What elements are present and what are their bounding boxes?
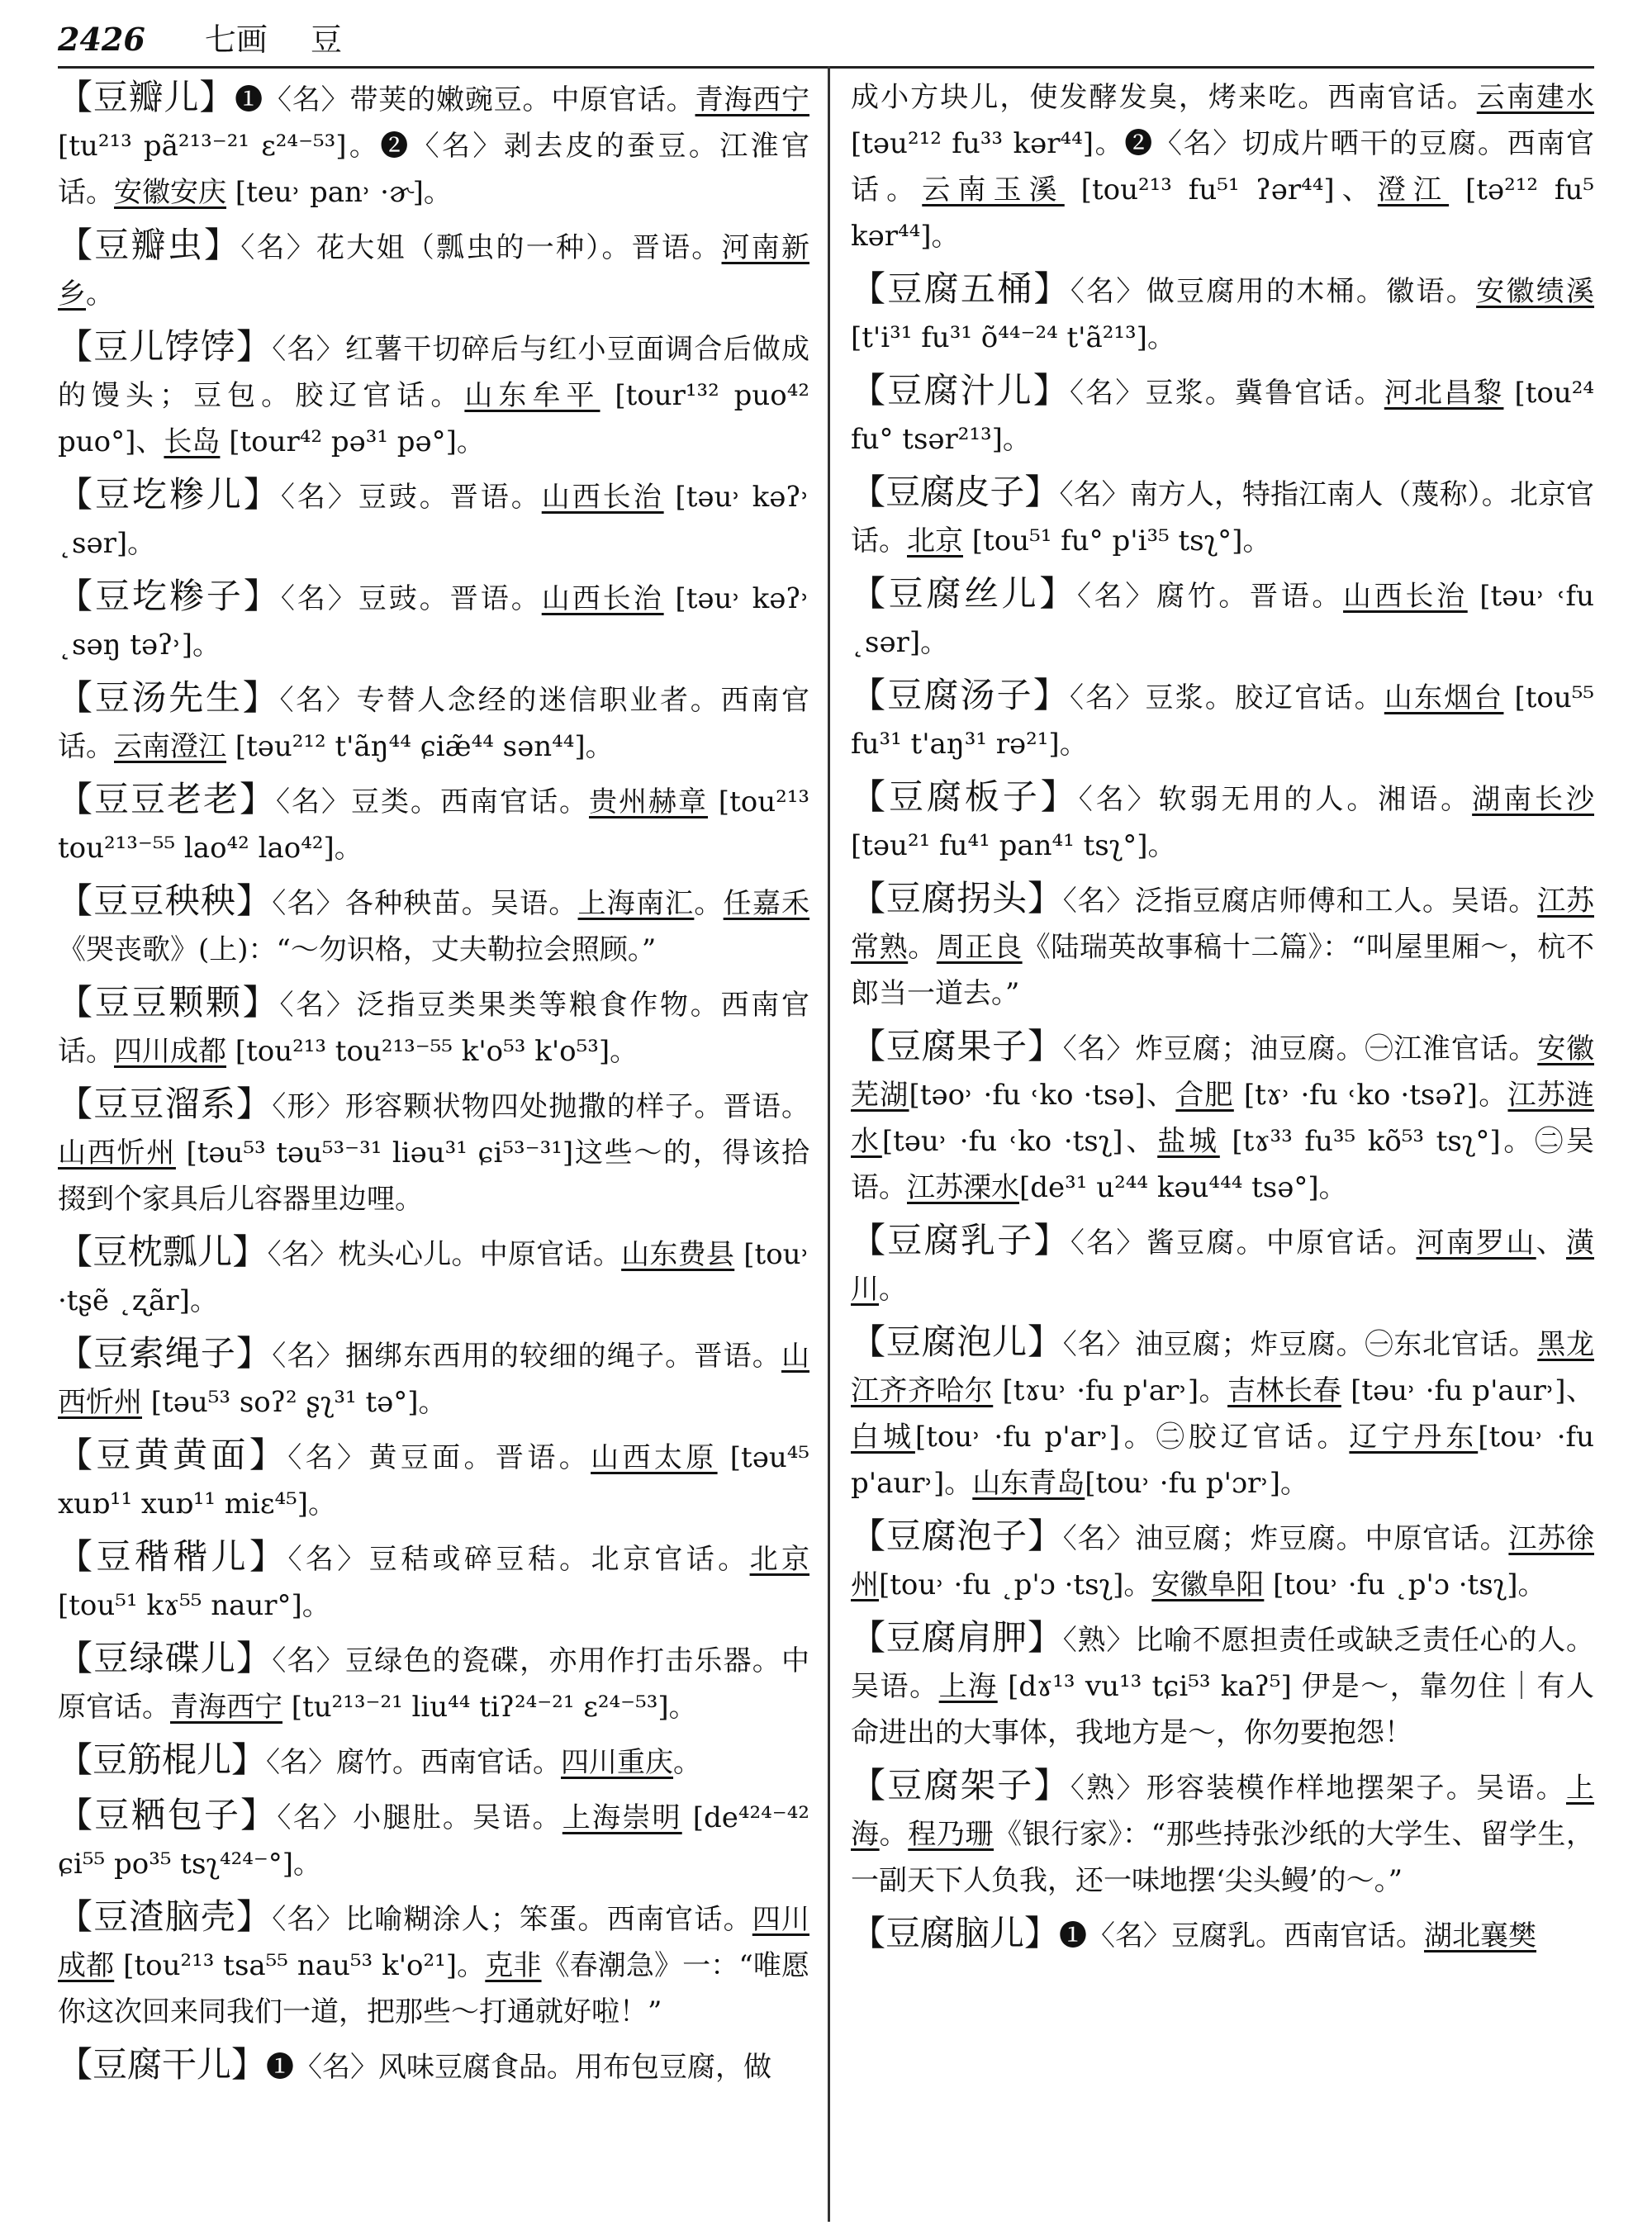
place-name: 山东青岛: [972, 1467, 1085, 1500]
place-name: 河北昌黎: [1384, 377, 1504, 410]
place-name: 潢川: [851, 1226, 1595, 1306]
dictionary-entry: [851, 368, 1594, 463]
place-name: 吉林长春: [1227, 1374, 1341, 1407]
entry-text: [təu²¹² fu³³ kər⁴⁴]。❷〈名〉切成片晒干的豆腐。西南官话。: [851, 127, 1594, 206]
dictionary-entry: [58, 878, 809, 973]
entry-text: 《春潮急》一：“唯愿你这次回来同我们一道，把那些～打通就好啦！”: [58, 1949, 810, 2028]
entry-headword: 【豆腐泡儿】: [851, 1321, 1063, 1362]
entry-text: 〈形〉形容颗状物四处抛撒的样子。晋语。: [272, 1090, 809, 1123]
entry-text: [tou²¹³ fu⁵¹ ʔər⁴⁴]、: [1064, 173, 1378, 206]
entry-text: 〈名〉专替人念经的迷信职业者。西南官话。: [58, 684, 809, 763]
entry-text: 〈名〉油豆腐；炸豆腐。㊀东北官话。: [1062, 1328, 1538, 1361]
place-name: 江苏溧水: [907, 1171, 1019, 1204]
entry-headword: 【豆腐乳子】: [851, 1220, 1070, 1260]
dictionary-entry: [58, 74, 809, 216]
entry-text: 〈名〉泛指豆类果类等粮食作物。西南官话。: [58, 989, 809, 1068]
entry-text: [tou˒ ·fu p'ɔr˒]。: [1085, 1467, 1309, 1500]
entry-text: [tɤ³³ fu³⁵ kõ⁵³ tsʅ°]。㊁吴语。: [851, 1125, 1595, 1204]
entry-headword: 【豆汤先生】: [58, 677, 280, 718]
dictionary-entry: [851, 266, 1594, 361]
place-name: 安徽阜阳: [1151, 1568, 1265, 1601]
entry-headword: 【豆腐皮子】: [851, 472, 1060, 512]
dictionary-entry: [58, 1081, 809, 1222]
dictionary-entry: [58, 1894, 809, 2035]
entry-text: 〈名〉豆豉。晋语。: [280, 481, 542, 514]
dictionary-entry: [851, 1513, 1594, 1608]
entry-headword: 【豆豆颗颗】: [58, 982, 280, 1022]
place-name: 长岛: [164, 425, 221, 458]
entry-text: [t'i³¹ fu³¹ õ⁴⁴⁻²⁴ t'ã²¹³]。: [851, 321, 1175, 354]
entry-text: [tou˒ ·fu p'aur˒]。: [851, 1421, 1595, 1500]
place-name: 盐城: [1157, 1125, 1220, 1158]
entry-text: 〈名〉豆绿色的瓷碟，亦用作打击乐器。中原官话。: [58, 1644, 809, 1724]
entry-headword: 【豆渣脑壳】: [58, 1896, 273, 1937]
entry-headword: 【豆腐果子】: [851, 1026, 1063, 1066]
entry-text: 成小方块儿，使发酵发臭，烤来吃。西南官话。: [851, 81, 1477, 114]
radical-label: 豆: [310, 21, 342, 58]
place-name: 湖南长沙: [1472, 783, 1595, 816]
entry-headword: 【豆腐架子】: [851, 1765, 1070, 1805]
entry-headword: 【豆圪糁儿】: [58, 474, 281, 515]
dictionary-entry: [851, 1319, 1594, 1506]
entry-headword: 【豆腐五桶】: [851, 268, 1070, 309]
place-name: 克非: [485, 1949, 542, 1982]
place-name: 贵州赫章: [589, 785, 708, 818]
entry-text: 。: [879, 1273, 907, 1306]
entry-text: [təo˒ ·fu ˓ko ·tsə]、: [909, 1079, 1176, 1112]
place-name: 四川成都: [58, 1903, 809, 1982]
entry-text: [tour⁴² pə³¹ pə°]。: [220, 425, 485, 458]
place-name: 上海: [938, 1670, 998, 1703]
entry-text: [tou⁵⁵ fu³¹ t'aŋ³¹ rə²¹]。: [851, 681, 1594, 761]
entry-text: [tou˒ ·fu ˛p'ɔ ·tsʅ]。: [879, 1568, 1152, 1601]
place-name: 上海: [851, 1772, 1594, 1851]
dictionary-entry: [851, 469, 1594, 564]
place-name: 江苏涟水: [851, 1079, 1594, 1158]
dictionary-entry: [851, 1910, 1594, 1959]
entry-text: 。: [86, 278, 114, 311]
entry-headword: 【豆儿饽饽】: [58, 326, 273, 367]
dictionary-entry: [58, 222, 809, 317]
place-name: 北京: [907, 524, 963, 558]
entry-text: [tou²¹³ tsa⁵⁵ nau⁵³ k'o²¹]。: [114, 1949, 486, 1982]
entry-text: [dɤ¹³ vu¹³ tɕi⁵³ kaʔ⁵] 伊是～，靠勿住｜有人命进出的大事体，我地方是～，你勿要抱怨！: [851, 1670, 1595, 1749]
entry-headword: 【豆稭稭儿】: [58, 1536, 288, 1577]
entry-headword: 【豆腐泡子】: [851, 1516, 1063, 1556]
entry-text: [təu⁵³ soʔ² ʂʅ³¹ tə°]。: [142, 1386, 447, 1419]
place-name: 白城: [851, 1421, 915, 1454]
entry-text: [tou⁵¹ kɤ⁵⁵ naur°]。: [58, 1589, 330, 1622]
dictionary-entry: [58, 1229, 809, 1324]
section-label: 七画: [204, 21, 268, 58]
entry-headword: 【豆黄黄面】: [58, 1435, 288, 1475]
entry-text: 〈名〉做豆腐用的木桶。徽语。: [1070, 275, 1477, 308]
entry-text: 〈名〉腐竹。晋语。: [1077, 580, 1344, 613]
place-name: 山西忻州: [58, 1340, 809, 1419]
right-column: [851, 74, 1594, 1966]
place-name: 江苏常熟: [851, 885, 1594, 964]
entry-text: 〈名〉豆浆。冀鲁官话。: [1070, 377, 1384, 410]
place-name: 湖北襄樊: [1424, 1919, 1537, 1952]
header-rule: [58, 66, 1594, 69]
entry-text: [təu²¹² t'ãŋ⁴⁴ ɕiæ̃⁴⁴ sən⁴⁴]。: [226, 730, 614, 763]
entry-headword: 【豆豆溜系】: [58, 1084, 273, 1124]
entry-text: 〈名〉软弱无用的人。湘语。: [1078, 783, 1473, 816]
dictionary-entry: [58, 1331, 809, 1426]
place-name: 河南新乡: [58, 231, 809, 311]
entry-text: 《银行家》：“那些持张沙纸的大学生、留学生，一副天下人负我，还一味地摆‘尖头鳗’的～。”: [851, 1818, 1595, 1897]
dictionary-entry: [851, 1763, 1594, 1904]
entry-headword: 【豆腐脑儿】: [851, 1913, 1060, 1953]
dictionary-entry: [58, 1792, 809, 1887]
entry-text: [təu⁵³ təu⁵³⁻³¹ liəu³¹ ɕi⁵³⁻³¹]这些～的，得该拾掇到个家具后儿容器里边哩。: [58, 1136, 809, 1216]
dictionary-entry: [851, 1615, 1594, 1756]
dictionary-entry: [58, 980, 809, 1075]
entry-headword: 【豆圪糁子】: [58, 576, 281, 616]
entry-text: [tɤu˒ ·fu p'ar˒]。: [993, 1374, 1228, 1407]
entry-headword: 【豆枕瓢儿】: [58, 1231, 268, 1272]
place-name: 青海西宁: [170, 1691, 282, 1724]
dictionary-entry: [851, 672, 1594, 767]
entry-text: 〈名〉豆类。西南官话。: [276, 785, 589, 818]
entry-headword: 【豆豆秧秧】: [58, 880, 273, 921]
entry-text: 〈名〉炸豆腐；油豆腐。㊀江淮官话。: [1062, 1032, 1538, 1065]
place-name: 四川成都: [114, 1035, 226, 1068]
entry-text: [təu⁴⁵ xuɒ¹¹ xuɒ¹¹ miɛ⁴⁵]。: [58, 1441, 810, 1521]
place-name: 云南建水: [1476, 81, 1594, 114]
entry-text: 〈名〉各种秧苗。吴语。: [272, 887, 578, 920]
entry-text: 。: [908, 931, 937, 964]
place-name: 山西忻州: [58, 1136, 176, 1170]
entry-text: [təu˒ ·fu p'aur˒]、: [1341, 1374, 1594, 1407]
place-name: 河南罗山: [1416, 1226, 1536, 1260]
entry-headword: 【豆索绳子】: [58, 1333, 273, 1374]
entry-text: [de⁴²⁴⁻⁴² ɕi⁵⁵ po³⁵ tsʅ⁴²⁴⁻°]。: [58, 1801, 809, 1881]
entry-text: [de³¹ u²⁴⁴ kəu⁴⁴⁴ tsə°]。: [1019, 1171, 1347, 1204]
entry-text: 〈名〉腐竹。西南官话。: [266, 1746, 562, 1779]
entry-headword: 【豆瓣儿】: [58, 77, 235, 117]
entry-headword: 【豆腐拐头】: [851, 878, 1063, 918]
entry-headword: 【豆腐板子】: [851, 776, 1079, 817]
place-name: 黑龙江齐齐哈尔: [851, 1328, 1594, 1407]
entry-text: [teu˒ pan˒ ·ɚ]。: [226, 176, 452, 209]
place-name: 四川重庆: [561, 1746, 674, 1779]
entry-text: [təu²¹ fu⁴¹ pan⁴¹ tsʅ°]。: [851, 829, 1176, 862]
entry-text: 〈名〉黄豆面。晋语。: [287, 1441, 591, 1474]
page-number: 2426: [58, 21, 145, 58]
entry-text: 〈名〉豆豉。晋语。: [280, 582, 542, 615]
entry-text: 〈名〉红薯干切碎后与红小豆面调合后做成的馒头；豆包。胶辽官话。: [58, 333, 809, 412]
place-name: 山西长治: [541, 481, 664, 514]
place-name: 山西长治: [1343, 580, 1468, 613]
dictionary-entry: [58, 1737, 809, 1786]
entry-text: 。: [673, 1746, 702, 1779]
dictionary-entry: [58, 2042, 809, 2090]
dictionary-entry: [58, 472, 809, 567]
place-name: 山西长治: [541, 582, 664, 615]
place-name: 山东牟平: [464, 379, 601, 412]
entry-text: [tu²¹³⁻²¹ liu⁴⁴ tiʔ²⁴⁻²¹ ɛ²⁴⁻⁵³]。: [282, 1691, 697, 1724]
entry-headword: 【豆瓣虫】: [58, 225, 241, 265]
entry-text: 〈熟〉比喻不愿担责任或缺乏责任心的人。吴语。: [851, 1624, 1594, 1703]
entry-text: 〈名〉捆绑东西用的较细的绳子。晋语。: [272, 1340, 781, 1373]
entry-headword: 【豆粞包子】: [58, 1795, 278, 1835]
entry-text: [tou˒ ·tʂẽ ˛ʐãr]。: [58, 1238, 810, 1317]
dictionary-entry: [58, 573, 809, 668]
place-name: 北京: [749, 1543, 809, 1576]
entry-text: 〈名〉花大姐（瓢虫的一种）。晋语。: [240, 231, 722, 264]
dictionary-entry: [851, 571, 1594, 666]
dictionary-entry: [58, 324, 809, 465]
place-name: 安徽绩溪: [1476, 275, 1595, 308]
entry-text: 〈名〉豆浆。胶辽官话。: [1070, 681, 1384, 714]
entry-headword: 【豆腐汤子】: [851, 675, 1070, 715]
place-name: 山西太原: [591, 1441, 718, 1474]
dictionary-entry: [851, 1217, 1594, 1312]
dictionary-entry: [851, 74, 1594, 259]
entry-text: 。: [879, 1818, 909, 1851]
column-divider: [828, 66, 830, 2222]
dictionary-entry: [851, 774, 1594, 869]
entry-text: 〈名〉泛指豆腐店师傅和工人。吴语。: [1062, 885, 1538, 918]
entry-text: [təu˒ ˓fu ˛sər]。: [851, 580, 1595, 659]
place-name: 程乃珊: [908, 1818, 995, 1851]
page-header: [58, 15, 1602, 64]
entry-headword: 【豆筋棍儿】: [58, 1739, 267, 1780]
entry-text: 《陆瑞英故事稿十二篇》：“叫屋里厢～，杭不郎当一道去。”: [851, 931, 1595, 1010]
entry-text: [təu˒ kəʔ˒ ˛səŋ təʔ˒]。: [58, 582, 809, 662]
entry-headword: 【豆腐丝儿】: [851, 573, 1078, 614]
entry-text: 、: [1536, 1226, 1567, 1260]
place-name: 上海崇明: [562, 1801, 682, 1834]
dictionary-entry: [58, 1635, 809, 1730]
entry-text: [təu˒ kəʔ˒ ˛sər]。: [58, 481, 809, 560]
entry-text: ❶〈名〉风味豆腐食品。用布包豆腐，做: [266, 2051, 772, 2084]
dictionary-entry: [58, 776, 809, 871]
left-column: [58, 74, 809, 2097]
entry-text: [tour¹³² puo⁴² puo°]、: [58, 379, 810, 458]
entry-text: 〈名〉豆秸或碎豆秸。北京官话。: [287, 1543, 750, 1576]
entry-headword: 【豆腐汁儿】: [851, 370, 1070, 410]
entry-headword: 【豆腐干儿】: [58, 2044, 267, 2085]
entry-text: [tu²¹³ pã²¹³⁻²¹ ɛ²⁴⁻⁵³]。❷〈名〉剥去皮的蚕豆。江淮官话。: [58, 130, 809, 209]
entry-headword: 【豆绿碟儿】: [58, 1638, 273, 1678]
entry-text: [tou²¹³ tou²¹³⁻⁵⁵ lao⁴² lao⁴²]。: [58, 785, 809, 865]
entry-text: [tou⁵¹ fu° p'i³⁵ tsʅ°]。: [963, 524, 1271, 558]
entry-text: 《哭丧歌》(上)：“～勿识格，丈夫勒拉会照顾。”: [58, 933, 657, 966]
entry-headword: 【豆豆老老】: [58, 779, 276, 819]
entry-text: 〈名〉小腿肚。吴语。: [277, 1801, 563, 1834]
place-name: 山东费县: [621, 1238, 735, 1271]
entry-text: [tou²⁴ fu° tsər²¹³]。: [851, 377, 1594, 456]
dictionary-entry: [58, 1432, 809, 1527]
dictionary-entry: [851, 875, 1594, 1017]
place-name: 安徽芜湖: [851, 1032, 1594, 1112]
place-name: 任嘉禾: [723, 887, 810, 920]
entry-text: 〈名〉比喻糊涂人；笨蛋。西南官话。: [272, 1903, 752, 1936]
place-name: 澄江: [1377, 173, 1450, 206]
entry-text: ❶〈名〉带荚的嫩豌豆。中原官话。: [235, 83, 695, 116]
entry-text: [tou˒ ·fu ˛p'ɔ ·tsʅ]。: [1264, 1568, 1546, 1601]
place-name: 辽宁丹东: [1349, 1421, 1479, 1454]
entry-text: 〈名〉南方人，特指江南人（蔑称）。北京官话。: [851, 478, 1594, 558]
place-name: 上海南汇: [577, 887, 695, 920]
place-name: 江苏徐州: [851, 1522, 1594, 1601]
entry-text: [tou²¹³ tou²¹³⁻⁵⁵ k'o⁵³ k'o⁵³]。: [226, 1035, 638, 1068]
entry-text: ❶〈名〉豆腐乳。西南官话。: [1059, 1919, 1425, 1952]
place-name: 青海西宁: [695, 83, 809, 116]
entry-text: [tou˒ ·fu p'ar˒]。㊁胶辽官话。: [914, 1421, 1350, 1454]
place-name: 云南玉溪: [922, 173, 1065, 206]
entry-headword: 【豆腐肩胛】: [851, 1617, 1063, 1658]
dictionary-entry: [851, 1023, 1594, 1211]
dictionary-entry: [58, 1534, 809, 1629]
entry-text: [təu˒ ·fu ˓ko ·tsʅ]、: [881, 1125, 1158, 1158]
entry-text: [tɤ˒ ·fu ˓ko ·tsəʔ]。: [1233, 1079, 1508, 1112]
entry-text: 〈熟〉形容装模作样地摆架子。吴语。: [1070, 1772, 1566, 1805]
entry-text: [tə²¹² fu⁵ kər⁴⁴]。: [851, 173, 1595, 253]
entry-text: 〈名〉酱豆腐。中原官话。: [1070, 1226, 1417, 1260]
place-name: 安徽安庆: [114, 176, 226, 209]
dictionary-entry: [58, 675, 809, 770]
entry-text: 〈名〉油豆腐；炸豆腐。中原官话。: [1062, 1522, 1509, 1555]
place-name: 合肥: [1175, 1079, 1234, 1112]
entry-text: 。: [694, 887, 724, 920]
entry-text: 〈名〉枕头心儿。中原官话。: [267, 1238, 622, 1271]
place-name: 周正良: [936, 931, 1023, 964]
place-name: 云南澄江: [114, 730, 226, 763]
place-name: 山东烟台: [1384, 681, 1504, 714]
